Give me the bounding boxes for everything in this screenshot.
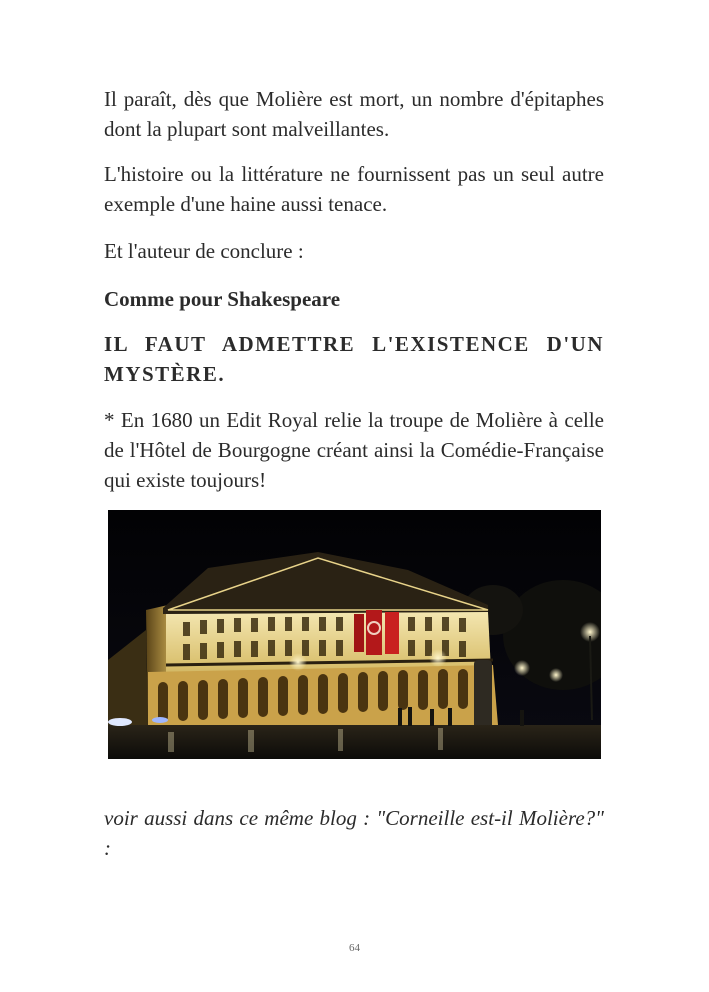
heading-shakespeare: Comme pour Shakespeare [104, 287, 341, 311]
heading-mystere: IL FAUT ADMETTRE L'EXISTENCE D'UN MYSTÈRE. [104, 332, 604, 386]
page-number: 64 [349, 942, 360, 954]
paragraph-edit-royal: * En 1680 un Edit Royal relie la troupe de Molière à celle de l'Hôtel de Bourgogne créant ainsi la Comédie-Française qui existe toujours! [104, 408, 604, 492]
paragraph-haine-tenace: L'histoire ou la littérature ne fournissent pas un seul autre exemple d'une haine aussi tenace. [104, 162, 604, 216]
blog-link-text[interactable]: voir aussi dans ce même blog : "Corneille est-il Molière?" : [104, 806, 604, 860]
paragraph-epitaphes: Il paraît, dès que Molière est mort, un nombre d'épitaphes dont la plupart sont malveillantes. [104, 87, 604, 141]
paragraph-conclusion-intro: Et l'auteur de conclure : [104, 239, 304, 263]
comedie-francaise-photo [108, 510, 601, 759]
